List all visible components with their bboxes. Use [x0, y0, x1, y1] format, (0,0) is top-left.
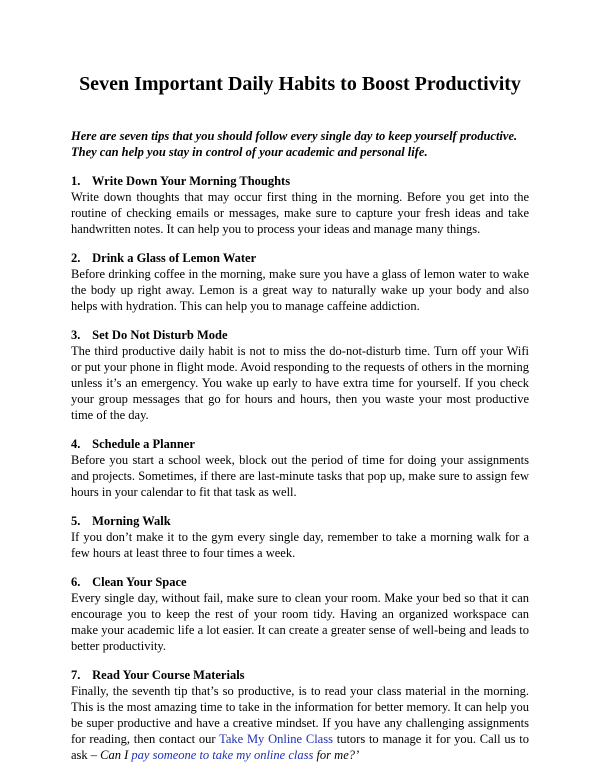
- section-heading-text: Read Your Course Materials: [92, 668, 245, 682]
- section-number: 3.: [71, 328, 81, 342]
- italic-question-start: Can I: [100, 748, 132, 762]
- section-7: [71, 667, 529, 763]
- section-number: 2.: [71, 251, 81, 265]
- page-title: Seven Important Daily Habits to Boost Productivity: [79, 73, 521, 95]
- section-body: Before you start a school week, block out the period of time for doing your assignments and projects. Sometimes, if there are last-minute tasks that pop up, make sure to assign few hours in your calendar to fit that task as well.: [71, 453, 529, 499]
- section-body: Before drinking coffee in the morning, make sure you have a glass of lemon water to wake the body up right away. Lemon is a great way to naturally wake up your body and also helps with hydration. This can help you to manage caffeine addiction.: [71, 267, 529, 313]
- section-2: [71, 250, 529, 314]
- section-body: If you don’t make it to the gym every single day, remember to take a morning walk for a few hours at least three to four times a week.: [71, 530, 529, 560]
- intro-paragraph: Here are seven tips that you should follow every single day to keep yourself productive. They can help you stay in control of your academic and personal life.: [71, 129, 518, 159]
- section-number: 5.: [71, 514, 81, 528]
- section-5: [71, 513, 529, 561]
- section-body: Write down thoughts that may occur first thing in the morning. Before you get into the routine of checking emails or messages, make sure to capture your fresh ideas and take handwritten notes. It can help you to process your ideas and manage many things.: [71, 190, 529, 236]
- take-my-online-class-link[interactable]: Take My Online Class: [219, 732, 333, 746]
- italic-question-end: for me?’: [313, 748, 360, 762]
- pay-someone-link[interactable]: pay someone to take my online class: [131, 748, 314, 762]
- section-heading: [71, 173, 529, 189]
- section-number: 7.: [71, 668, 81, 682]
- body-text-mid: tutors to manage it for you. Call us to ask –: [71, 732, 529, 762]
- section-body: Every single day, without fail, make sure to clean your room. Make your bed so that it can encourage you to keep the rest of your room tidy. Having an organized workspace can make your academic life a lot easier. It can create a greater sense of well-being and leads to better productivity.: [71, 591, 529, 653]
- section-6: [71, 574, 529, 654]
- section-body: The third productive daily habit is not to miss the do-not-disturb time. Turn off your Wifi or put your phone in flight mode. Avoid responding to the requests of others in the morning unless it’s an emergency. You wake up early to have extra time for yourself. If you check your group messages that go for hours and hours, then you waste your most productive time of the day.: [71, 344, 529, 422]
- body-text-start: Finally, the seventh tip that’s so productive, is to read your class material in the morning. This is the most amazing time to take in the information for better memory. It can help you be super productive and have a creative mindset. If you have any challenging assignments for reading, then contact our: [71, 684, 529, 746]
- section-heading: [71, 250, 529, 266]
- section-number: 4.: [71, 437, 81, 451]
- section-heading-text: Schedule a Planner: [92, 437, 195, 451]
- section-heading: [71, 327, 529, 343]
- section-heading: [71, 574, 529, 590]
- section-heading: [71, 436, 529, 452]
- section-heading-text: Set Do Not Disturb Mode: [92, 328, 228, 342]
- section-number: 1.: [71, 174, 81, 188]
- section-heading-text: Morning Walk: [92, 514, 171, 528]
- section-4: [71, 436, 529, 500]
- section-heading: [71, 667, 529, 683]
- section-3: [71, 327, 529, 423]
- section-number: 6.: [71, 575, 81, 589]
- section-1: [71, 173, 529, 237]
- section-heading-text: Write Down Your Morning Thoughts: [91, 174, 291, 188]
- section-heading-text: Clean Your Space: [92, 575, 187, 589]
- section-heading-text: Drink a Glass of Lemon Water: [92, 251, 257, 265]
- section-heading: [71, 513, 529, 529]
- section-body: [71, 683, 529, 763]
